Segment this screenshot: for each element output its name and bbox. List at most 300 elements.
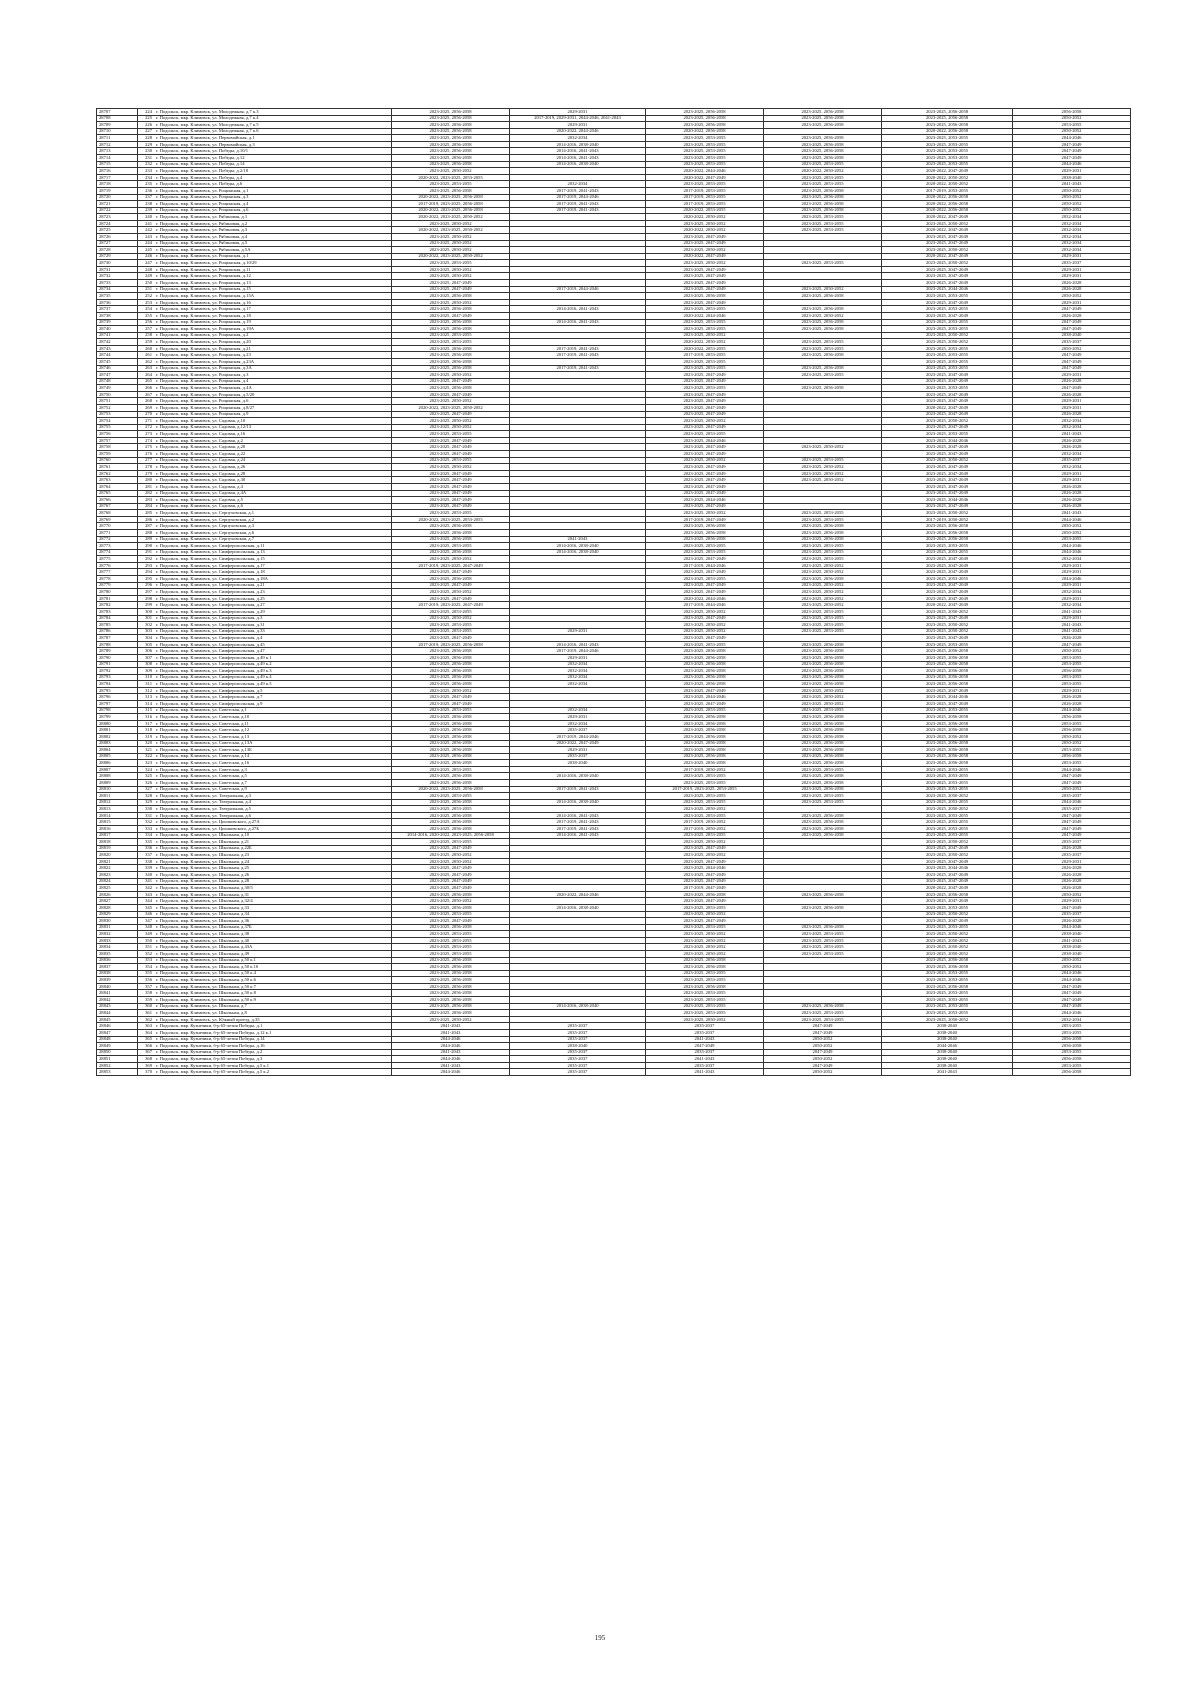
period-cell-6: 2047-2049 bbox=[1013, 319, 1131, 326]
table-row bbox=[97, 1062, 1131, 1069]
row-id-cell: 28767 bbox=[97, 503, 138, 510]
period-cell-3: 2023-2025, 2053-2055 bbox=[646, 431, 764, 438]
period-cell-5: 2023-2025, 2053-2055 bbox=[882, 799, 1013, 806]
period-cell-1: 2023-2025, 2050-2052 bbox=[392, 273, 510, 280]
period-cell-4: 2023-2025, 2050-2052 bbox=[764, 562, 882, 569]
row-id-cell: 28751 bbox=[97, 398, 138, 405]
period-cell-5: 2023-2025, 2044-2046 bbox=[882, 437, 1013, 444]
row-id-cell: 28838 bbox=[97, 970, 138, 977]
period-cell-3: 2023-2025, 2056-2058 bbox=[646, 760, 764, 767]
period-cell-4 bbox=[764, 885, 882, 892]
row-number-cell: 334 bbox=[138, 832, 155, 839]
table-row bbox=[97, 299, 1131, 306]
row-number-cell: 244 bbox=[138, 240, 155, 247]
table-row bbox=[97, 483, 1131, 490]
table-row bbox=[97, 431, 1131, 438]
period-cell-5: 2023-2025, 2047-2049 bbox=[882, 589, 1013, 596]
period-cell-4: 2023-2025, 2056-2058 bbox=[764, 1003, 882, 1010]
address-cell: г. Подольск, мкр. Климовск, ул. Рощинская, д.6 bbox=[154, 398, 392, 405]
period-cell-1: 2023-2025, 2053-2055 bbox=[392, 951, 510, 958]
row-number-cell: 271 bbox=[138, 418, 155, 425]
period-cell-5: 2023-2025, 2050-2052 bbox=[882, 332, 1013, 339]
period-cell-4 bbox=[764, 378, 882, 385]
period-cell-4 bbox=[764, 411, 882, 418]
row-id-cell: 28819 bbox=[97, 845, 138, 852]
row-number-cell: 262 bbox=[138, 358, 155, 365]
period-cell-4: 2023-2025, 2056-2058 bbox=[764, 648, 882, 655]
period-cell-5: 2023-2025, 2047-2049 bbox=[882, 266, 1013, 273]
period-cell-3: 2023-2025, 2047-2049 bbox=[646, 372, 764, 379]
address-cell: г. Подольск, мкр. Климовск, ул. Школьная, д.50 к.4 bbox=[154, 970, 392, 977]
period-cell-3: 2020-2022, 2047-2049 bbox=[646, 174, 764, 181]
row-number-cell: 242 bbox=[138, 227, 155, 234]
row-number-cell: 310 bbox=[138, 674, 155, 681]
row-number-cell: 235 bbox=[138, 181, 155, 188]
row-number-cell: 307 bbox=[138, 654, 155, 661]
period-cell-6: 2026-2028 bbox=[1013, 483, 1131, 490]
period-cell-3: 2023-2025, 2056-2058 bbox=[646, 648, 764, 655]
address-cell: г. Подольск, мкр. Климовск, ул. Школьная, д.50 к.6 bbox=[154, 977, 392, 984]
period-cell-6: 2050-2052 bbox=[1013, 345, 1131, 352]
row-id-cell: 28782 bbox=[97, 602, 138, 609]
table-row bbox=[97, 839, 1131, 846]
period-cell-3: 2023-2025, 2050-2052 bbox=[646, 911, 764, 918]
table-row bbox=[97, 543, 1131, 550]
period-cell-3: 2020-2022, 2050-2052 bbox=[646, 339, 764, 346]
row-id-cell: 28786 bbox=[97, 628, 138, 635]
period-cell-2 bbox=[510, 622, 646, 629]
table-row bbox=[97, 319, 1131, 326]
period-cell-5: 2023-2025, 2047-2049 bbox=[882, 372, 1013, 379]
period-cell-3: 2023-2025, 2050-2052 bbox=[646, 931, 764, 938]
period-cell-4: 2047-2049 bbox=[764, 1062, 882, 1069]
period-cell-2 bbox=[510, 385, 646, 392]
period-cell-4: 2023-2025, 2053-2055 bbox=[764, 931, 882, 938]
period-cell-4: 2023-2025, 2053-2055 bbox=[764, 1010, 882, 1017]
period-cell-1: 2023-2025, 2050-2052 bbox=[392, 464, 510, 471]
row-number-cell: 336 bbox=[138, 845, 155, 852]
address-cell: г. Подольск, мкр. Климовск, ул. Школьная, д.21 bbox=[154, 839, 392, 846]
row-id-cell: 28726 bbox=[97, 233, 138, 240]
period-cell-1: 2023-2025, 2056-2058 bbox=[392, 345, 510, 352]
period-cell-1: 2023-2025, 2050-2052 bbox=[392, 852, 510, 859]
address-cell: г. Подольск, мкр. Климовск, ул. Рощинская, д.23 bbox=[154, 352, 392, 359]
period-cell-4 bbox=[764, 635, 882, 642]
period-cell-1: 2023-2025, 2053-2055 bbox=[392, 457, 510, 464]
period-cell-2 bbox=[510, 444, 646, 451]
period-cell-6: 2053-2055 bbox=[1013, 536, 1131, 543]
period-cell-3: 2023-2025, 2053-2055 bbox=[646, 549, 764, 556]
period-cell-1: 2023-2025, 2050-2052 bbox=[392, 240, 510, 247]
period-cell-1: 2023-2025, 2050-2052 bbox=[392, 220, 510, 227]
address-cell: г. Подольск, мкр. Климовск, ул. Советская, д.3 bbox=[154, 766, 392, 773]
period-cell-6: 2032-2034 bbox=[1013, 418, 1131, 425]
period-cell-2 bbox=[510, 260, 646, 267]
period-cell-4: 2023-2025, 2056-2058 bbox=[764, 681, 882, 688]
period-cell-4 bbox=[764, 280, 882, 287]
period-cell-3: 2017-2019, 2023-2025, 2053-2055 bbox=[646, 786, 764, 793]
row-id-cell: 28784 bbox=[97, 615, 138, 622]
period-cell-4 bbox=[764, 983, 882, 990]
address-cell: г. Подольск, мкр. Климовск, ул. Советская, д.13А bbox=[154, 740, 392, 747]
period-cell-1: 2023-2025, 2056-2058 bbox=[392, 727, 510, 734]
period-cell-3: 2023-2025, 2053-2055 bbox=[646, 365, 764, 372]
row-number-cell: 280 bbox=[138, 477, 155, 484]
period-cell-4: 2023-2025, 2056-2058 bbox=[764, 826, 882, 833]
period-cell-6: 2053-2055 bbox=[1013, 1049, 1131, 1056]
period-cell-3: 2017-2019, 2044-2046 bbox=[646, 602, 764, 609]
period-cell-2: 2032-2034 bbox=[510, 181, 646, 188]
period-cell-5: 2023-2025, 2053-2055 bbox=[882, 549, 1013, 556]
period-cell-2 bbox=[510, 957, 646, 964]
period-cell-6: 2026-2028 bbox=[1013, 391, 1131, 398]
row-id-cell: 28768 bbox=[97, 510, 138, 517]
period-cell-1: 2023-2025, 2056-2058 bbox=[392, 1010, 510, 1017]
row-id-cell: 28711 bbox=[97, 135, 138, 142]
period-cell-4: 2023-2025, 2050-2052 bbox=[764, 464, 882, 471]
row-id-cell: 28754 bbox=[97, 418, 138, 425]
table-row bbox=[97, 1010, 1131, 1017]
period-cell-6: 2029-2031 bbox=[1013, 398, 1131, 405]
period-cell-1: 2023-2025, 2047-2049 bbox=[392, 582, 510, 589]
period-cell-5: 2038-2040 bbox=[882, 1062, 1013, 1069]
table-row bbox=[97, 220, 1131, 227]
period-cell-4 bbox=[764, 845, 882, 852]
row-number-cell: 341 bbox=[138, 878, 155, 885]
period-cell-2 bbox=[510, 280, 646, 287]
table-row bbox=[97, 339, 1131, 346]
period-cell-2: 2017-2019, 2041-2043 bbox=[510, 187, 646, 194]
row-number-cell: 328 bbox=[138, 793, 155, 800]
row-id-cell: 28713 bbox=[97, 148, 138, 155]
period-cell-5: 2023-2025, 2056-2058 bbox=[882, 720, 1013, 727]
period-cell-6: 2038-2040 bbox=[1013, 174, 1131, 181]
address-cell: г. Подольск, мкр. Климовск, ул. Симферопольская, д.45 bbox=[154, 641, 392, 648]
address-cell: г. Подольск, мкр. Климовск, ул. Серпуховская, д.2 bbox=[154, 516, 392, 523]
period-cell-3: 2023-2025, 2056-2058 bbox=[646, 122, 764, 129]
period-cell-3: 2023-2025, 2047-2049 bbox=[646, 286, 764, 293]
period-cell-6: 2029-2031 bbox=[1013, 595, 1131, 602]
period-cell-4: 2023-2025, 2056-2058 bbox=[764, 365, 882, 372]
table-row bbox=[97, 345, 1131, 352]
period-cell-4: 2023-2025, 2053-2055 bbox=[764, 543, 882, 550]
period-cell-5: 2023-2025, 2047-2049 bbox=[882, 556, 1013, 563]
period-cell-5: 2023-2025, 2047-2049 bbox=[882, 240, 1013, 247]
row-number-cell: 295 bbox=[138, 576, 155, 583]
period-cell-5: 2020-2022, 2047-2049 bbox=[882, 405, 1013, 412]
period-cell-1: 2023-2025, 2047-2049 bbox=[392, 885, 510, 892]
row-number-cell: 294 bbox=[138, 569, 155, 576]
row-number-cell: 326 bbox=[138, 779, 155, 786]
period-cell-2: 2032-2034 bbox=[510, 668, 646, 675]
row-id-cell: 28745 bbox=[97, 358, 138, 365]
period-cell-2: 2017-2019, 2041-2043 bbox=[510, 207, 646, 214]
row-number-cell: 293 bbox=[138, 562, 155, 569]
period-cell-3: 2023-2025, 2047-2049 bbox=[646, 878, 764, 885]
table-row bbox=[97, 187, 1131, 194]
table-row bbox=[97, 654, 1131, 661]
table-row bbox=[97, 549, 1131, 556]
period-cell-6: 2050-2052 bbox=[1013, 293, 1131, 300]
period-cell-2 bbox=[510, 608, 646, 615]
period-cell-4 bbox=[764, 806, 882, 813]
row-number-cell: 303 bbox=[138, 628, 155, 635]
period-cell-5: 2023-2025, 2056-2058 bbox=[882, 648, 1013, 655]
table-row bbox=[97, 201, 1131, 208]
period-cell-1: 2023-2025, 2047-2049 bbox=[392, 411, 510, 418]
address-cell: г. Подольск, мкр. Климовск, ул. Серпуховская, д.3 bbox=[154, 523, 392, 530]
table-row bbox=[97, 826, 1131, 833]
row-number-cell: 299 bbox=[138, 602, 155, 609]
period-cell-4 bbox=[764, 872, 882, 879]
row-number-cell: 357 bbox=[138, 983, 155, 990]
row-id-cell: 28794 bbox=[97, 681, 138, 688]
period-cell-2 bbox=[510, 951, 646, 958]
period-cell-3: 2023-2025, 2053-2055 bbox=[646, 779, 764, 786]
period-cell-4 bbox=[764, 332, 882, 339]
row-id-cell: 28753 bbox=[97, 411, 138, 418]
row-id-cell: 28717 bbox=[97, 174, 138, 181]
period-cell-6: 2032-2034 bbox=[1013, 247, 1131, 254]
address-cell: г. Подольск, мкр. Климовск, ул. Симферопольская, д.7 bbox=[154, 694, 392, 701]
table-row bbox=[97, 378, 1131, 385]
period-cell-1: 2023-2025, 2056-2058 bbox=[392, 720, 510, 727]
period-cell-4 bbox=[764, 405, 882, 412]
period-cell-4: 2047-2049 bbox=[764, 1023, 882, 1030]
period-cell-1: 2023-2025, 2056-2058 bbox=[392, 161, 510, 168]
period-cell-6: 2047-2049 bbox=[1013, 141, 1131, 148]
period-cell-6: 2038-2040 bbox=[1013, 951, 1131, 958]
period-cell-4: 2023-2025, 2056-2058 bbox=[764, 891, 882, 898]
table-row bbox=[97, 260, 1131, 267]
table-row bbox=[97, 418, 1131, 425]
period-cell-3: 2020-2022, 2053-2055 bbox=[646, 345, 764, 352]
row-number-cell: 346 bbox=[138, 911, 155, 918]
period-cell-5: 2023-2025, 2047-2049 bbox=[882, 878, 1013, 885]
row-number-cell: 234 bbox=[138, 174, 155, 181]
period-cell-6: 2029-2031 bbox=[1013, 266, 1131, 273]
address-cell: г. Подольск, мкр. Климовск, ул. Симферопольская, д.21 bbox=[154, 582, 392, 589]
period-cell-3: 2023-2025, 2050-2052 bbox=[646, 220, 764, 227]
period-cell-1: 2023-2025, 2056-2058 bbox=[392, 148, 510, 155]
period-cell-3: 2023-2025, 2047-2049 bbox=[646, 687, 764, 694]
period-cell-1: 2023-2025, 2047-2049 bbox=[392, 918, 510, 925]
period-cell-3: 2023-2025, 2047-2049 bbox=[646, 483, 764, 490]
table-row bbox=[97, 391, 1131, 398]
period-cell-6: 2038-2040 bbox=[1013, 332, 1131, 339]
address-cell: г. Подольск, мкр. Климовск, ул. Советская, д.9 bbox=[154, 786, 392, 793]
row-id-cell: 28808 bbox=[97, 773, 138, 780]
address-cell: г. Подольск, мкр. Климовск, ул. Школьная, д.50 к.1 bbox=[154, 957, 392, 964]
period-cell-4: 2023-2025, 2056-2058 bbox=[764, 924, 882, 931]
period-cell-3: 2023-2025, 2047-2049 bbox=[646, 898, 764, 905]
address-cell: г. Подольск, мкр. Кузнечики, б-р 65-летия Победы, д.5 к.2 bbox=[154, 1069, 392, 1076]
period-cell-1: 2023-2025, 2047-2049 bbox=[392, 391, 510, 398]
period-cell-5: 2023-2025, 2050-2052 bbox=[882, 911, 1013, 918]
period-cell-4: 2023-2025, 2056-2058 bbox=[764, 115, 882, 122]
period-cell-5: 2023-2025, 2053-2055 bbox=[882, 641, 1013, 648]
row-number-cell: 304 bbox=[138, 635, 155, 642]
period-cell-2 bbox=[510, 1016, 646, 1023]
period-cell-5: 2038-2040 bbox=[882, 1036, 1013, 1043]
address-cell: г. Подольск, мкр. Климовск, ул. Рощинская, д.17 bbox=[154, 306, 392, 313]
table-row bbox=[97, 477, 1131, 484]
period-cell-1: 2023-2025, 2053-2055 bbox=[392, 839, 510, 846]
period-cell-1: 2023-2025, 2053-2055 bbox=[392, 931, 510, 938]
table-row bbox=[97, 247, 1131, 254]
period-cell-4: 2023-2025, 2056-2058 bbox=[764, 122, 882, 129]
row-number-cell: 358 bbox=[138, 990, 155, 997]
table-row bbox=[97, 312, 1131, 319]
period-cell-3: 2023-2025, 2047-2049 bbox=[646, 470, 764, 477]
period-cell-1: 2023-2025, 2056-2058 bbox=[392, 681, 510, 688]
period-cell-5: 2023-2025, 2053-2055 bbox=[882, 970, 1013, 977]
period-cell-5: 2023-2025, 2053-2055 bbox=[882, 977, 1013, 984]
period-cell-3: 2020-2022, 2044-2046 bbox=[646, 595, 764, 602]
period-cell-5: 2023-2025, 2050-2052 bbox=[882, 247, 1013, 254]
row-id-cell: 28829 bbox=[97, 911, 138, 918]
period-cell-5: 2023-2025, 2047-2049 bbox=[882, 451, 1013, 458]
table-row bbox=[97, 622, 1131, 629]
address-cell: г. Подольск, мкр. Климовск, ул. Школьная, д.32/4 bbox=[154, 898, 392, 905]
row-number-cell: 261 bbox=[138, 352, 155, 359]
row-id-cell: 28720 bbox=[97, 194, 138, 201]
period-cell-5: 2023-2025, 2047-2049 bbox=[882, 411, 1013, 418]
period-cell-4 bbox=[764, 865, 882, 872]
row-id-cell: 28763 bbox=[97, 477, 138, 484]
period-cell-1: 2017-2019, 2023-2025, 2056-2058 bbox=[392, 201, 510, 208]
table-row bbox=[97, 227, 1131, 234]
period-cell-5: 2023-2025, 2053-2055 bbox=[882, 141, 1013, 148]
period-cell-4: 2023-2025, 2053-2055 bbox=[764, 457, 882, 464]
period-cell-6: 2041-2043 bbox=[1013, 937, 1131, 944]
period-cell-5: 2023-2025, 2053-2055 bbox=[882, 135, 1013, 142]
period-cell-1: 2044-2046 bbox=[392, 1036, 510, 1043]
row-number-cell: 284 bbox=[138, 503, 155, 510]
period-cell-6: 2026-2028 bbox=[1013, 701, 1131, 708]
period-cell-5: 2023-2025, 2053-2055 bbox=[882, 826, 1013, 833]
row-id-cell: 28823 bbox=[97, 872, 138, 879]
address-cell: г. Подольск, мкр. Климовск, ул. Рощинская, д.10/29 bbox=[154, 260, 392, 267]
row-id-cell: 28744 bbox=[97, 352, 138, 359]
period-cell-6: 2050-2052 bbox=[1013, 201, 1131, 208]
period-cell-6: 2053-2055 bbox=[1013, 1029, 1131, 1036]
period-cell-3: 2023-2025, 2053-2055 bbox=[646, 799, 764, 806]
period-cell-6: 2044-2046 bbox=[1013, 161, 1131, 168]
period-cell-3: 2023-2025, 2053-2055 bbox=[646, 970, 764, 977]
row-number-cell: 311 bbox=[138, 681, 155, 688]
period-cell-6: 2038-2040 bbox=[1013, 931, 1131, 938]
period-cell-2: 2017-2019, 2044-2046 bbox=[510, 648, 646, 655]
period-cell-4 bbox=[764, 233, 882, 240]
row-id-cell: 28776 bbox=[97, 562, 138, 569]
table-row bbox=[97, 1056, 1131, 1063]
row-number-cell: 292 bbox=[138, 556, 155, 563]
period-cell-6: 2044-2046 bbox=[1013, 799, 1131, 806]
period-cell-2: 2014-2016, 2038-2040 bbox=[510, 799, 646, 806]
period-cell-2 bbox=[510, 418, 646, 425]
period-cell-3: 2023-2025, 2047-2049 bbox=[646, 582, 764, 589]
period-cell-1: 2023-2025, 2056-2058 bbox=[392, 826, 510, 833]
address-cell: г. Подольск, мкр. Климовск, ул. Рощинская, д.5/20 bbox=[154, 391, 392, 398]
row-number-cell: 325 bbox=[138, 773, 155, 780]
period-cell-4: 2023-2025, 2056-2058 bbox=[764, 141, 882, 148]
period-cell-3: 2017-2019, 2050-2052 bbox=[646, 766, 764, 773]
period-cell-6: 2026-2028 bbox=[1013, 918, 1131, 925]
period-cell-2 bbox=[510, 964, 646, 971]
period-cell-3: 2023-2025, 2047-2049 bbox=[646, 405, 764, 412]
row-id-cell: 28746 bbox=[97, 365, 138, 372]
row-number-cell: 236 bbox=[138, 187, 155, 194]
period-cell-5: 2023-2025, 2053-2055 bbox=[882, 326, 1013, 333]
address-cell: г. Подольск, мкр. Климовск, ул. Симферопольская, д.5 bbox=[154, 687, 392, 694]
period-cell-1: 2023-2025, 2050-2052 bbox=[392, 858, 510, 865]
period-cell-3: 2023-2025, 2056-2058 bbox=[646, 747, 764, 754]
period-cell-2 bbox=[510, 793, 646, 800]
period-cell-6: 2026-2028 bbox=[1013, 378, 1131, 385]
period-cell-5: 2020-2022, 2047-2049 bbox=[882, 227, 1013, 234]
address-cell: г. Подольск, мкр. Климовск, ул. Рощинская, д.12 bbox=[154, 273, 392, 280]
table-row bbox=[97, 1023, 1131, 1030]
period-cell-6: 2047-2049 bbox=[1013, 352, 1131, 359]
period-cell-4: 2023-2025, 2056-2058 bbox=[764, 530, 882, 537]
table-row bbox=[97, 753, 1131, 760]
period-cell-5: 2023-2025, 2056-2058 bbox=[882, 115, 1013, 122]
period-cell-5: 2023-2025, 2047-2049 bbox=[882, 391, 1013, 398]
period-cell-5: 2023-2025, 2047-2049 bbox=[882, 582, 1013, 589]
row-id-cell: 28775 bbox=[97, 556, 138, 563]
period-cell-6: 2029-2031 bbox=[1013, 372, 1131, 379]
row-id-cell: 28791 bbox=[97, 661, 138, 668]
period-cell-4 bbox=[764, 299, 882, 306]
address-cell: г. Подольск, мкр. Климовск, ул. Советская, д.10 bbox=[154, 714, 392, 721]
row-id-cell: 28813 bbox=[97, 806, 138, 813]
row-number-cell: 273 bbox=[138, 431, 155, 438]
period-cell-4: 2023-2025, 2053-2055 bbox=[764, 181, 882, 188]
period-cell-5: 2023-2025, 2056-2058 bbox=[882, 740, 1013, 747]
period-cell-2: 2014-2016, 2041-2043 bbox=[510, 306, 646, 313]
period-cell-6: 2047-2049 bbox=[1013, 832, 1131, 839]
period-cell-3: 2023-2025, 2056-2058 bbox=[646, 714, 764, 721]
row-number-cell: 322 bbox=[138, 753, 155, 760]
period-cell-3: 2041-2043 bbox=[646, 1056, 764, 1063]
period-cell-6: 2029-2031 bbox=[1013, 253, 1131, 260]
period-cell-3: 2023-2025, 2047-2049 bbox=[646, 872, 764, 879]
address-cell: г. Подольск, мкр. Климовск, ул. Рощинская, д.3 bbox=[154, 194, 392, 201]
row-number-cell: 245 bbox=[138, 247, 155, 254]
period-cell-1: 2023-2025, 2047-2049 bbox=[392, 312, 510, 319]
period-cell-3: 2023-2025, 2050-2052 bbox=[646, 510, 764, 517]
address-cell: г. Подольск, мкр. Климовск, ул. Школьная, д.50 к.7 bbox=[154, 983, 392, 990]
period-cell-4: 2023-2025, 2050-2052 bbox=[764, 589, 882, 596]
address-cell: г. Подольск, мкр. Кузнечики, б-р 65-летия Победы, д.3 bbox=[154, 1056, 392, 1063]
period-cell-5: 2017-2019, 2050-2052 bbox=[882, 516, 1013, 523]
period-cell-4 bbox=[764, 990, 882, 997]
row-id-cell: 28848 bbox=[97, 1036, 138, 1043]
row-id-cell: 28736 bbox=[97, 299, 138, 306]
address-cell: г. Подольск, мкр. Климовск, ул. Серпуховская, д.6 bbox=[154, 530, 392, 537]
period-cell-2 bbox=[510, 694, 646, 701]
address-cell: г. Подольск, мкр. Климовск, ул. Садовая, д.22 bbox=[154, 451, 392, 458]
period-cell-5: 2023-2025, 2053-2055 bbox=[882, 155, 1013, 162]
period-cell-1: 2023-2025, 2056-2058 bbox=[392, 904, 510, 911]
period-cell-1: 2044-2046 bbox=[392, 1056, 510, 1063]
period-cell-1: 2023-2025, 2056-2058 bbox=[392, 648, 510, 655]
period-cell-4: 2023-2025, 2056-2058 bbox=[764, 819, 882, 826]
address-cell: г. Подольск, мкр. Климовск, ул. Школьная, д.10 bbox=[154, 832, 392, 839]
period-cell-3: 2023-2025, 2053-2055 bbox=[646, 812, 764, 819]
period-cell-5: 2023-2025, 2047-2049 bbox=[882, 470, 1013, 477]
